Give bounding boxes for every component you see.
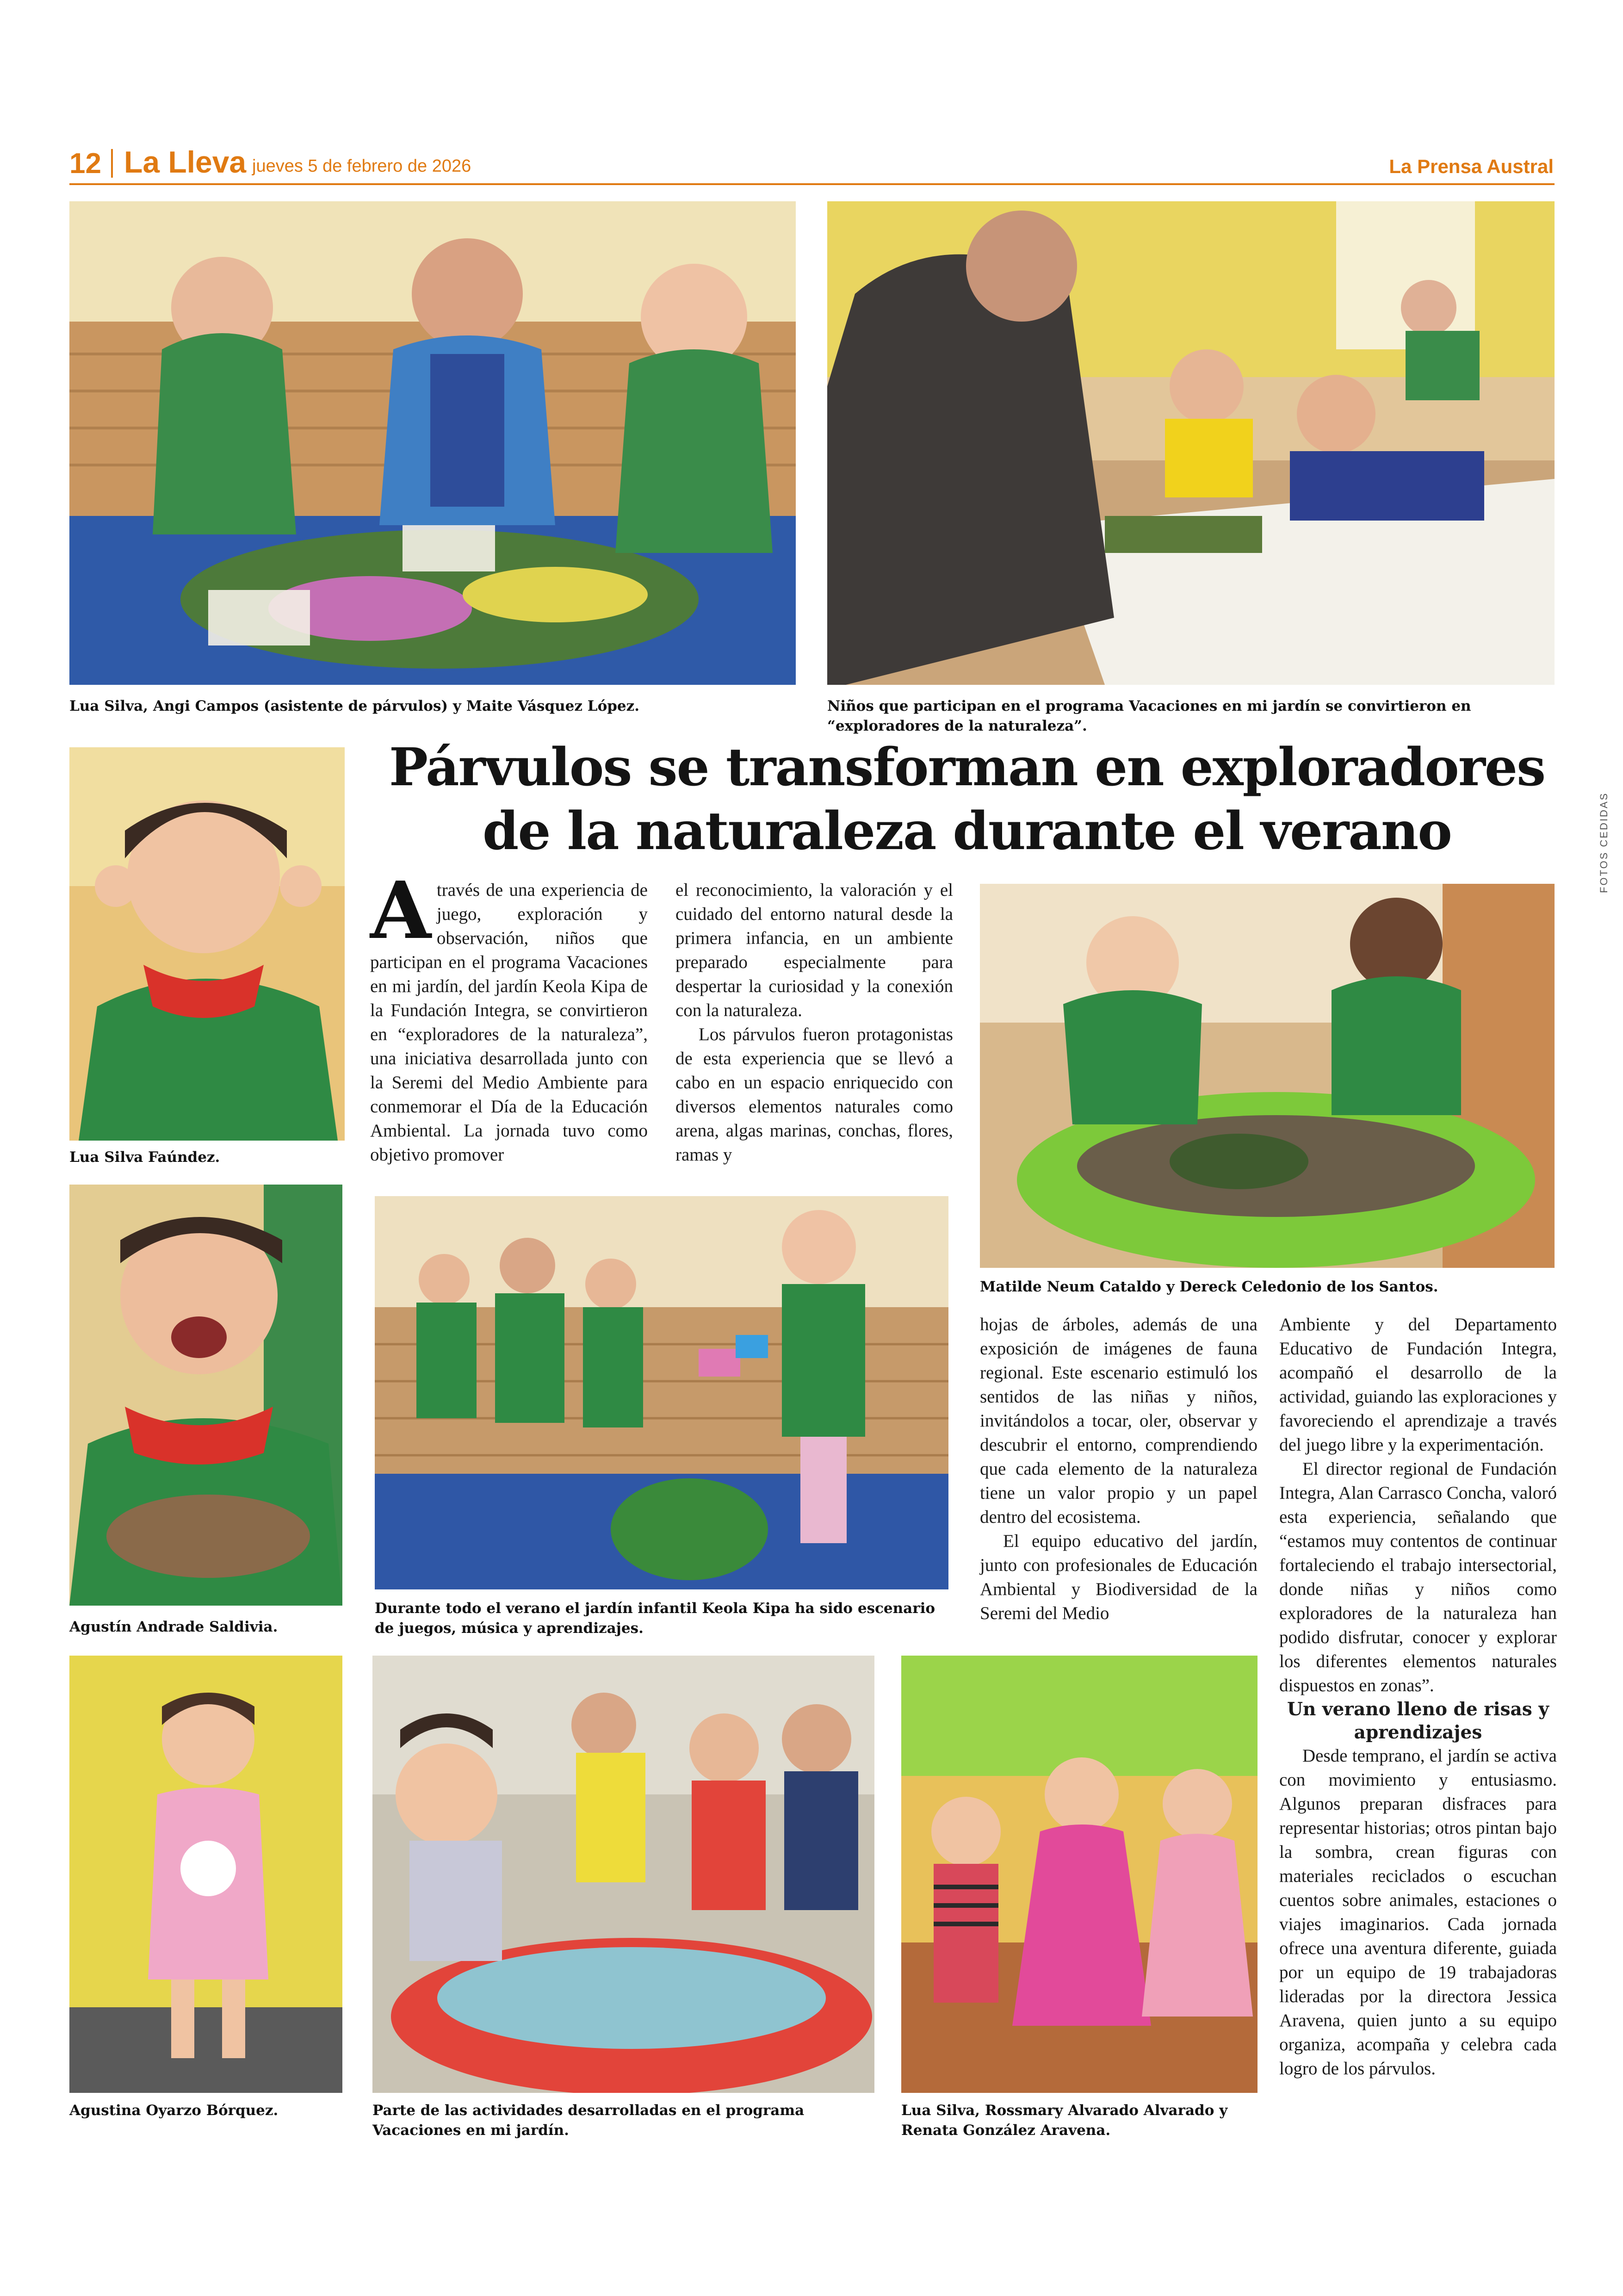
article-subhead: Un verano lleno de risas y aprendizajes [1287, 1699, 1549, 1743]
caption-photo-1: Lua Silva, Angi Campos (asistente de párvulos) y Maite Vásquez López. [69, 698, 640, 714]
photo-three-girls-playhouse [901, 1656, 1258, 2093]
photo-children-flower-table [69, 201, 796, 685]
article-paragraph: Ambiente y del Departamento Educativo de Fundación Integra, acompañó el desarrollo de la actividad, guiando las exploraciones y favoreciendo el aprendizaje a través del juego libre y la experimentación. [1279, 1315, 1557, 1455]
photo-agustin-andrade-saldivia [69, 1185, 342, 1606]
page-number: 12 [69, 148, 101, 180]
article-paragraph: Através de una experiencia de juego, exploración y observación, niños que participan en el programa Vacaciones en mi jardín, del jardín Keola Kipa de la Fundación Integra, se convirtieron en “exploradores de la naturaleza”, una iniciativa desarrollada junto con la Seremi del Medio Ambiente para conmemorar el Día de la Educación Ambiental. La jornada tuvo como objetivo promover [370, 864, 648, 1165]
article-paragraph: El director regional de Fundación Integra, Alan Carrasco Concha, valoró esta experiencia, señalando que “estamos muy contentos de continuar fortaleciendo el trabajo intersectorial, donde niñas y niños como exploradores de la naturaleza han podido disfrutar, conocer y explorar los diferentes elementos naturales dispuestos en zonas”. [1279, 1459, 1557, 1695]
headline-line-1: Párvulos se transforman en exploradores [389, 737, 1545, 798]
caption-photo-8: Parte de las actividades desarrolladas en el programa Vacaciones en mi jardín. [372, 2102, 805, 2139]
article-column-3 [980, 1313, 1258, 1626]
photo-lua-silva-faundez [69, 747, 345, 1141]
header-rule [69, 183, 1555, 185]
headline-line-2: de la naturaleza durante el verano [483, 801, 1451, 862]
photo-children-water-play [372, 1656, 874, 2093]
caption-photo-2: Niños que participan en el programa Vacaciones en mi jardín se convirtieron en “exploradores de la naturaleza”. [827, 698, 1471, 734]
photo-children-floor-activity [827, 201, 1555, 685]
article-column-2 [675, 878, 953, 1167]
article-paragraph: Desde temprano, el jardín se activa con movimiento y entusiasmo. Algunos preparan disfraces para representar historias; otros pintan bajo la sombra, crean figuras con materiales reciclados o escuchan cuentos sobre animales, estaciones o viajes imaginarios. Cada jornada ofrece una aventura diferente, guiada por un equipo de 19 trabajadoras lideradas por la directora Jessica Aravena, quien junto a su equipo organiza, acompaña y celebra cada logro de los párvulos. [1279, 1746, 1557, 2079]
article-paragraph: hojas de árboles, además de una exposición de imágenes de fauna regional. Este escenario estimuló los sentidos de las niñas y niños, invitándolos a tocar, oler, observar y descubrir el entorno, comprendiendo que cada elemento de la naturaleza tiene un valor propio y un papel dentro del ecosistema. [980, 1315, 1258, 1527]
photo-matilde-dereck-sand-table [980, 884, 1555, 1268]
article-paragraph: El equipo educativo del jardín, junto con profesionales de Educación Ambiental y Biodiversidad de la Seremi del Medio [980, 1531, 1258, 1623]
photo-agustina-oyarzo-borquez [69, 1656, 342, 2093]
photo-credit: FOTOS CEDIDAS [1598, 792, 1610, 893]
caption-photo-5: Agustín Andrade Saldivia. [69, 1619, 278, 1635]
caption-photo-4: Matilde Neum Cataldo y Dereck Celedonio de los Santos. [980, 1278, 1438, 1295]
caption-photo-6: Durante todo el verano el jardín infantil Keola Kipa ha sido escenario de juegos, música y aprendizajes. [375, 1600, 935, 1637]
header-separator [111, 149, 113, 178]
article-paragraph: Los párvulos fueron protagonistas de esta experiencia que se llevó a cabo en un espacio enriquecido con diversos elementos naturales como arena, algas marinas, conchas, flores, ramas y [675, 1024, 953, 1165]
drop-cap: A [370, 864, 431, 957]
article-column-1 [370, 864, 648, 1167]
article-column-4 [1279, 1313, 1557, 2081]
caption-photo-3: Lua Silva Faúndez. [69, 1149, 220, 1166]
photo-children-watering-plants [375, 1196, 948, 1589]
issue-date: jueves 5 de febrero de 2026 [252, 156, 471, 176]
caption-photo-9: Lua Silva, Rossmary Alvarado Alvarado y Renata González Aravena. [901, 2102, 1228, 2139]
article-headline [361, 736, 1573, 863]
section-name: La Lleva [124, 145, 247, 179]
caption-photo-7: Agustina Oyarzo Bórquez. [69, 2102, 279, 2119]
article-paragraph: el reconocimiento, la valoración y el cuidado del entorno natural desde la primera infancia, en un ambiente preparado especialmente para despertar la curiosidad y la conexión con la naturaleza. [675, 880, 953, 1020]
publication-name: La Prensa Austral [1389, 155, 1554, 177]
